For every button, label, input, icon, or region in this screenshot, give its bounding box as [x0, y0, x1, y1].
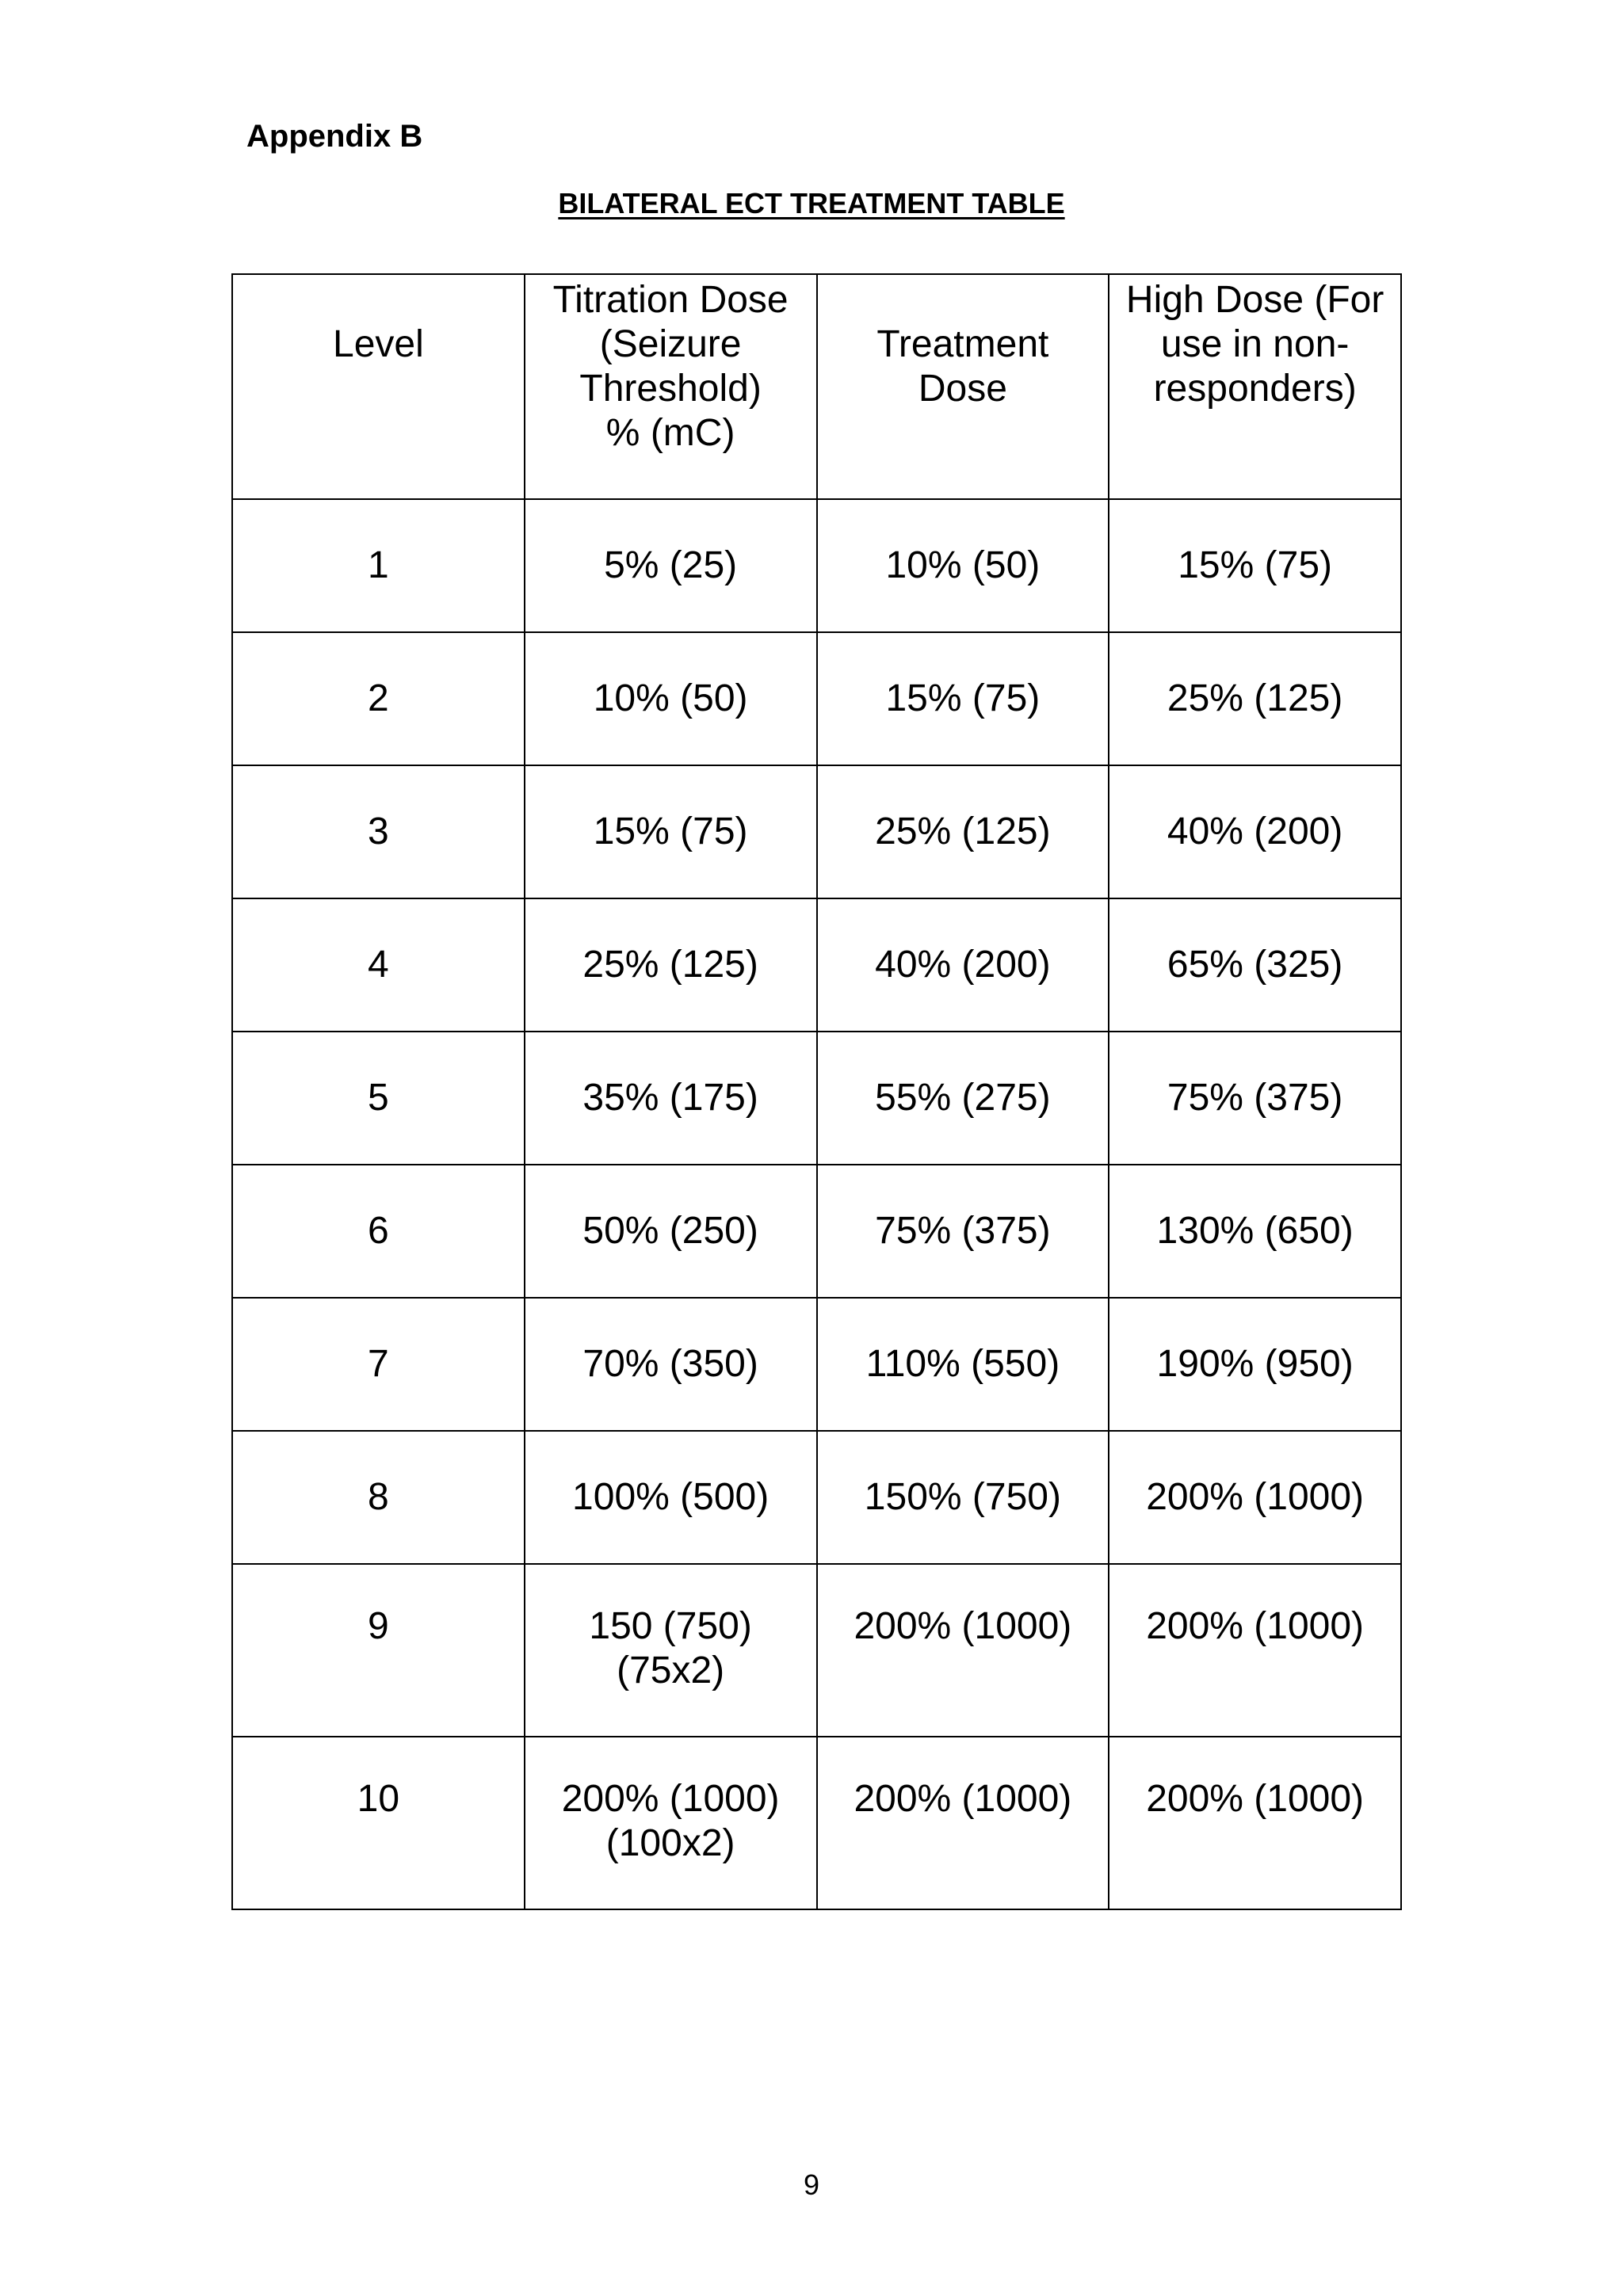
cell-level: 4	[232, 898, 525, 1032]
cell-treatment-dose: 150% (750)	[817, 1431, 1109, 1564]
cell-titration-dose: 70% (350)	[525, 1298, 817, 1431]
table-row	[232, 898, 1401, 1032]
cell-high-dose: 75% (375)	[1109, 1032, 1401, 1165]
cell-high-dose: 200% (1000)	[1109, 1737, 1401, 1909]
cell-treatment-dose: 55% (275)	[817, 1032, 1109, 1165]
cell-level: 5	[232, 1032, 525, 1165]
cell-treatment-dose: 15% (75)	[817, 632, 1109, 765]
cell-titration-dose: 15% (75)	[525, 765, 817, 898]
cell-level: 6	[232, 1165, 525, 1298]
table-row	[232, 1431, 1401, 1564]
cell-treatment-dose: 25% (125)	[817, 765, 1109, 898]
cell-high-dose: 25% (125)	[1109, 632, 1401, 765]
header-titration-dose: Titration Dose (Seizure Threshold) % (mC)	[525, 274, 817, 499]
cell-level: 3	[232, 765, 525, 898]
cell-titration-dose: 35% (175)	[525, 1032, 817, 1165]
cell-high-dose: 200% (1000)	[1109, 1564, 1401, 1737]
page-number: 9	[803, 2168, 820, 2201]
header-level: Level	[232, 274, 525, 499]
cell-high-dose: 200% (1000)	[1109, 1431, 1401, 1564]
table-row	[232, 632, 1401, 765]
cell-high-dose: 130% (650)	[1109, 1165, 1401, 1298]
cell-titration-dose: 25% (125)	[525, 898, 817, 1032]
cell-level: 9	[232, 1564, 525, 1737]
cell-level: 2	[232, 632, 525, 765]
cell-level: 8	[232, 1431, 525, 1564]
cell-titration-dose: 150 (750) (75x2)	[525, 1564, 817, 1737]
table-row	[232, 1564, 1401, 1737]
table-row	[232, 1298, 1401, 1431]
cell-treatment-dose: 200% (1000)	[817, 1737, 1109, 1909]
header-high-dose: High Dose (For use in non- responders)	[1109, 274, 1401, 499]
cell-level: 7	[232, 1298, 525, 1431]
cell-titration-dose: 50% (250)	[525, 1165, 817, 1298]
cell-treatment-dose: 75% (375)	[817, 1165, 1109, 1298]
table-title-text: BILATERAL ECT TREATMENT TABLE	[558, 187, 1065, 219]
cell-high-dose: 15% (75)	[1109, 499, 1401, 632]
cell-titration-dose: 5% (25)	[525, 499, 817, 632]
cell-high-dose: 190% (950)	[1109, 1298, 1401, 1431]
appendix-heading: Appendix B	[246, 119, 423, 154]
table-title	[0, 186, 1623, 221]
cell-titration-dose: 10% (50)	[525, 632, 817, 765]
table-header-row	[232, 274, 1401, 499]
cell-high-dose: 40% (200)	[1109, 765, 1401, 898]
table-row	[232, 1165, 1401, 1298]
header-treatment-dose: Treatment Dose	[817, 274, 1109, 499]
table-row	[232, 1032, 1401, 1165]
table-row	[232, 1737, 1401, 1909]
cell-level: 10	[232, 1737, 525, 1909]
cell-treatment-dose: 40% (200)	[817, 898, 1109, 1032]
cell-titration-dose: 100% (500)	[525, 1431, 817, 1564]
ect-treatment-table	[231, 273, 1402, 1910]
cell-treatment-dose: 10% (50)	[817, 499, 1109, 632]
cell-titration-dose: 200% (1000) (100x2)	[525, 1737, 817, 1909]
cell-treatment-dose: 110% (550)	[817, 1298, 1109, 1431]
cell-high-dose: 65% (325)	[1109, 898, 1401, 1032]
cell-level: 1	[232, 499, 525, 632]
cell-treatment-dose: 200% (1000)	[817, 1564, 1109, 1737]
table-row	[232, 499, 1401, 632]
table-row	[232, 765, 1401, 898]
